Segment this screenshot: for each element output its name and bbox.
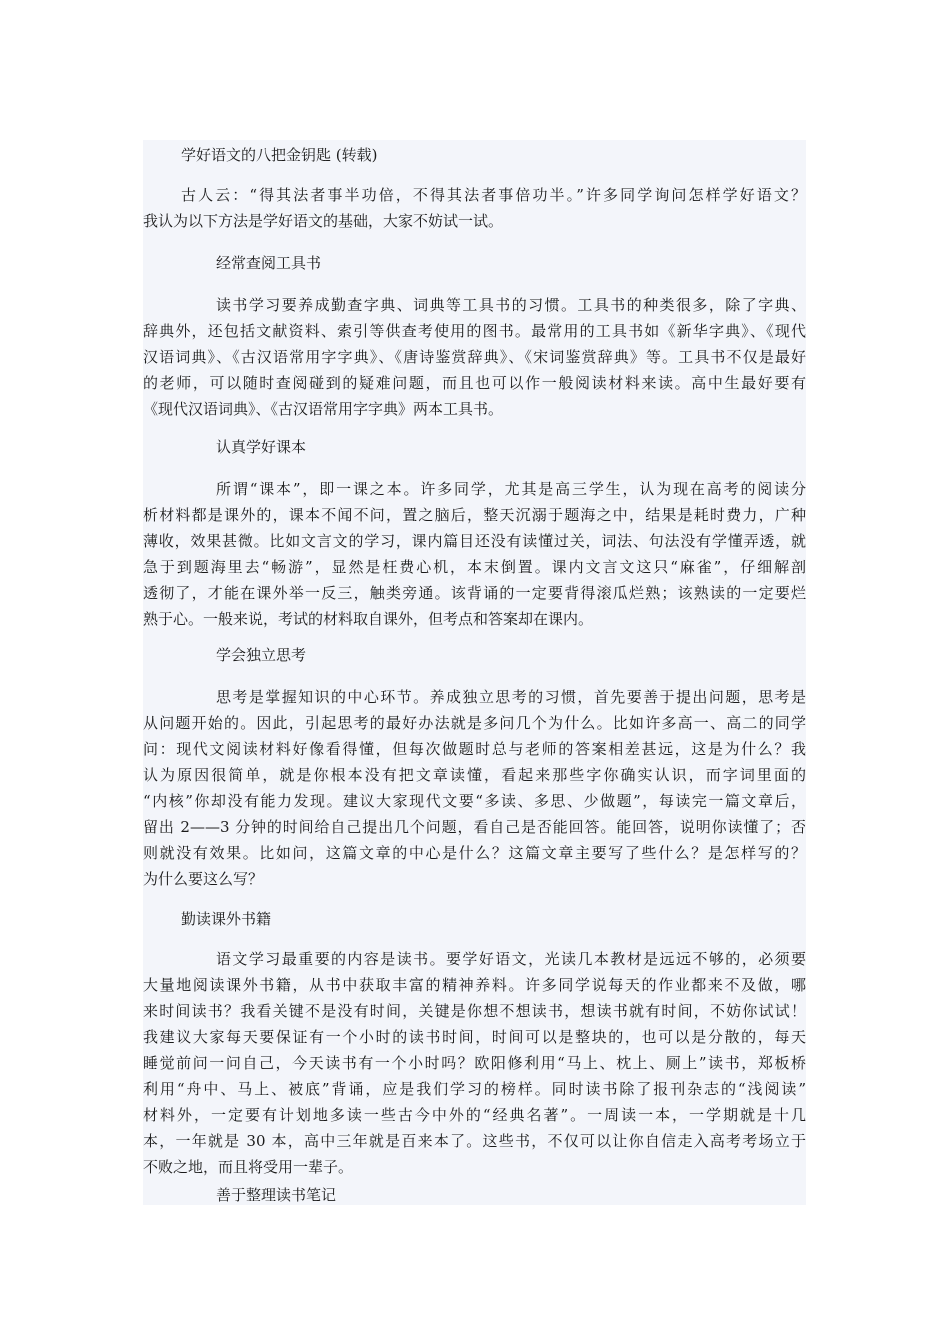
- paragraph-line: 语文学习最重要的内容是读书。要学好语文，光读几本教材是远远不够的，必须要: [216, 950, 806, 968]
- intro-line: 古人云：“得其法者事半功倍，不得其法者事倍功半。”许多同学询问怎样学好语文？: [181, 186, 806, 204]
- paragraph-line: 读书学习要养成勤查字典、词典等工具书的习惯。工具书的种类很多，除了字典、: [216, 296, 806, 314]
- paragraph-line: 问：现代文阅读材料好像看得懂，但每次做题时总与老师的答案相差甚远，这是为什么？我: [143, 740, 806, 758]
- intro-line: 我认为以下方法是学好语文的基础，大家不妨试一试。: [143, 212, 504, 230]
- paragraph-line: 则就没有效果。比如问，这篇文章的中心是什么？这篇文章主要写了些什么？是怎样写的？: [143, 844, 806, 862]
- paragraph-line: 材料外，一定要有计划地多读一些古今中外的“经典名著”。一周读一本，一学期就是十几: [143, 1106, 806, 1124]
- paragraph-line: 所谓“课本”，即一课之本。许多同学，尤其是高三学生，认为现在高考的阅读分: [216, 480, 806, 498]
- paragraph-line: 留出 2——3 分钟的时间给自己提出几个问题，看自己是否能回答。能回答，说明你读懂了；否: [143, 818, 806, 836]
- paragraph-line: 大量地阅读课外书籍，从书中获取丰富的精神养料。许多同学说每天的作业都来不及做，哪: [143, 976, 806, 994]
- document-title: 学好语文的八把金钥匙 (转载): [181, 146, 378, 164]
- paragraph-line: 来时间读书？我看关键不是没有时间，关键是你想不想读书，想读书就有时间，不妨你试试！: [143, 1002, 806, 1020]
- paragraph-line: 透彻了，才能在课外举一反三，触类旁通。该背诵的一定要背得滚瓜烂熟；该熟读的一定要烂: [143, 584, 806, 602]
- paragraph-line: 辞典外，还包括文献资料、索引等供查考使用的图书。最常用的工具书如《新华字典》、《现代: [143, 322, 806, 340]
- paragraph-line: 睡觉前问一问自己，今天读书有一个小时吗？欧阳修利用“马上、枕上、厕上”读书，郑板桥: [143, 1054, 806, 1072]
- paragraph-line: 利用“舟中、马上、被底”背诵，应是我们学习的榜样。同时读书除了报刊杂志的“浅阅读”: [143, 1080, 806, 1098]
- paragraph-line: “内核”你却没有能力发现。建议大家现代文要“多读、多思、少做题”，每读完一篇文章后，: [143, 792, 806, 810]
- paragraph-line: 认为原因很简单，就是你根本没有把文章读懂，看起来那些字你确实认识，而字词里面的: [143, 766, 806, 784]
- section-heading: 善于整理读书笔记: [216, 1186, 337, 1204]
- paragraph-line: 急于到题海里去“畅游”，显然是枉费心机，本末倒置。课内文言文这只“麻雀”，仔细解剖: [143, 558, 806, 576]
- paragraph-line: 思考是掌握知识的中心环节。养成独立思考的习惯，首先要善于提出问题，思考是: [216, 688, 806, 706]
- section-heading: 学会独立思考: [216, 646, 307, 664]
- paragraph-line: 析材料都是课外的，课本不闻不问，置之脑后，整天沉溺于题海之中，结果是耗时费力，广种: [143, 506, 806, 524]
- paragraph-line: 薄收，效果甚微。比如文言文的学习，课内篇目还没有读懂过关，词法、句法没有学懂弄透，就: [143, 532, 806, 550]
- document-page: [143, 140, 806, 1205]
- paragraph-line: 汉语词典》、《古汉语常用字字典》、《唐诗鉴赏辞典》、《宋词鉴赏辞典》等。工具书不仅是最好: [143, 348, 806, 366]
- paragraph-line: 从问题开始的。因此，引起思考的最好办法就是多问几个为什么。比如许多高一、高二的同学: [143, 714, 806, 732]
- section-heading: 勤读课外书籍: [181, 910, 272, 928]
- paragraph-line: 不败之地，而且将受用一辈子。: [143, 1158, 354, 1176]
- section-heading: 认真学好课本: [216, 438, 307, 456]
- paragraph-line: 的老师，可以随时查阅碰到的疑难问题，而且也可以作一般阅读材料来读。高中生最好要有: [143, 374, 806, 392]
- section-heading: 经常查阅工具书: [216, 254, 322, 272]
- paragraph-line: 熟于心。一般来说，考试的材料取自课外，但考点和答案却在课内。: [143, 610, 594, 628]
- paragraph-line: 《现代汉语词典》、《古汉语常用字字典》两本工具书。: [143, 400, 504, 418]
- paragraph-line: 本，一年就是 30 本，高中三年就是百来本了。这些书，不仅可以让你自信走入高考考场立于: [143, 1132, 806, 1150]
- paragraph-line: 我建议大家每天要保证有一个小时的读书时间，时间可以是整块的，也可以是分散的，每天: [143, 1028, 806, 1046]
- paragraph-line: 为什么要这么写？: [143, 870, 264, 888]
